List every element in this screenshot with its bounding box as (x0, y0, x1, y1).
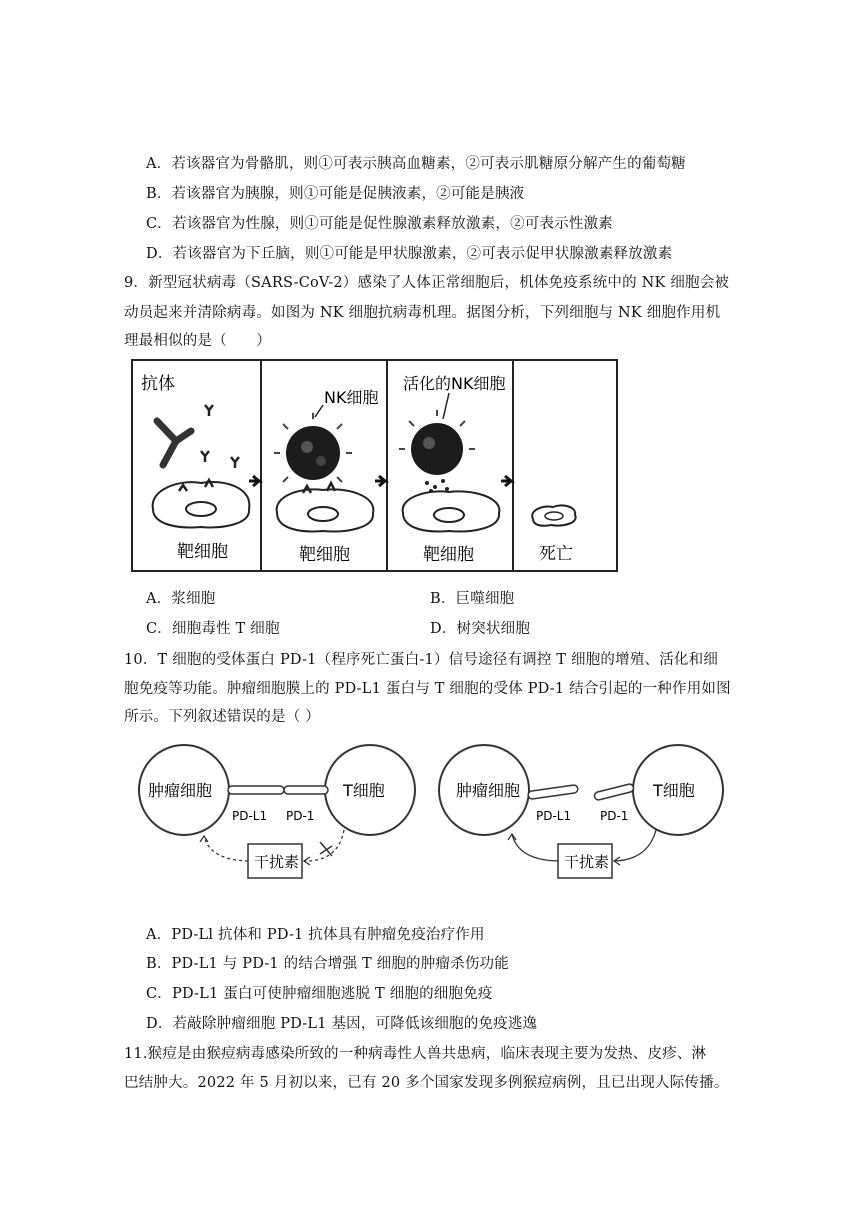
nk-cell-figure (131, 359, 618, 572)
t-cell-label-2: T细胞 (653, 781, 695, 800)
death-label: 死亡 (539, 544, 573, 564)
q10-option-c: C．PD-L1 蛋白可使肿瘤细胞逃脱 T 细胞的细胞免疫 (146, 986, 493, 1002)
tumor-cell-label-2: 肿瘤细胞 (456, 781, 521, 800)
q10-stem-line-2: 胞免疫等功能。肿瘤细胞膜上的 PD-L1 蛋白与 T 细胞的受体 PD-1 结合引起的一种作用如图 (124, 681, 731, 697)
arrowhead-icon (200, 836, 208, 842)
interferon-label: 干扰素 (254, 853, 300, 871)
antibody-label: 抗体 (141, 374, 175, 394)
activated-nk-cell-label: 活化的NK细胞 (403, 374, 506, 393)
target-cell-1 (153, 480, 250, 527)
q8-option-a: A．若该器官为骨骼肌，则①可表示胰高血糖素，②可表示肌糖原分解产生的葡萄糖 (146, 156, 686, 172)
block-mark-icon (320, 842, 332, 856)
pdl1-label: PD-L1 (232, 809, 268, 823)
target-cell-label-2: 靶细胞 (299, 545, 350, 565)
q9-option-a: A．浆细胞 (146, 591, 216, 607)
q9-option-c: C．细胞毒性 T 细胞 (146, 621, 280, 637)
target-cell-3 (403, 491, 500, 531)
q9-option-d: D．树突状细胞 (430, 621, 531, 637)
interferon-label-2: 干扰素 (564, 853, 610, 871)
t-cell-label: T细胞 (343, 781, 385, 800)
pd1-label-2: PD-1 (600, 809, 629, 823)
q10-stem-line-1: 10．T 细胞的受体蛋白 PD-1（程序死亡蛋白-1）信号途径有调控 T 细胞的增殖、活化和细 (124, 652, 719, 668)
q9-stem-line-2: 动员起来并清除病毒。如图为 NK 细胞抗病毒机理。据图分析，下列细胞与 NK 细胞作用机 (124, 305, 721, 321)
pdl1-receptor-free (528, 785, 579, 800)
q8-option-d: D．若该器官为下丘脑，则①可能是甲状腺激素，②可表示促甲状腺激素释放激素 (146, 246, 673, 262)
q9-stem-line-1: 9．新型冠状病毒（SARS-CoV-2）感染了人体正常细胞后，机体免疫系统中的 NK 细胞会被 (124, 275, 730, 291)
arrowhead-icon (508, 834, 516, 840)
q8-option-b: B．若该器官为胰腺，则①可能是促胰液素，②可能是胰液 (146, 186, 525, 202)
pdl1-receptor-bound (228, 786, 284, 794)
pd1-receptor-free (594, 783, 635, 800)
pdl1-label-2: PD-L1 (536, 809, 572, 823)
q11-stem-line-2: 巴结肿大。2022 年 5 月初以来，已有 20 多个国家发现多例猴痘病例，且已出现人际传播。 (124, 1075, 729, 1091)
q9-stem-line-3: 理最相似的是（ ） (124, 333, 271, 349)
dead-cell-icon (532, 505, 575, 525)
target-cell-label-1: 靶细胞 (177, 542, 228, 562)
pd1-label: PD-1 (286, 809, 315, 823)
arrowhead-icon (304, 857, 310, 865)
q10-option-a: A．PD-Ll 抗体和 PD-1 抗体具有肿瘤免疫治疗作用 (146, 927, 485, 943)
q10-option-b: B．PD-L1 与 PD-1 的结合增强 T 细胞的肿瘤杀伤功能 (146, 956, 509, 972)
q10-stem-line-3: 所示。下列叙述错误的是（ ） (124, 709, 320, 725)
interferon-action-arrow (512, 834, 558, 861)
q10-option-d: D．若敲除肿瘤细胞 PD-L1 基因，可降低该细胞的免疫逃逸 (146, 1016, 538, 1032)
q9-option-b: B．巨噬细胞 (430, 591, 515, 607)
inhibited-arrow (204, 836, 248, 861)
pd1-receptor-bound (284, 786, 328, 794)
interferon-release-arrow (614, 830, 656, 861)
q11-stem-line-1: 11.猴痘是由猴痘病毒感染所致的一种病毒性人兽共患病，临床表现主要为发热、皮疹、淋 (124, 1046, 707, 1062)
target-cell-label-3: 靶细胞 (423, 545, 474, 565)
q8-option-c: C．若该器官为性腺，则①可能是促性腺激素释放激素，②可表示性激素 (146, 216, 613, 232)
pd1-pdl1-figure (138, 740, 738, 890)
tumor-cell-label: 肿瘤细胞 (148, 781, 213, 800)
nk-cell-label: NK细胞 (324, 388, 379, 407)
